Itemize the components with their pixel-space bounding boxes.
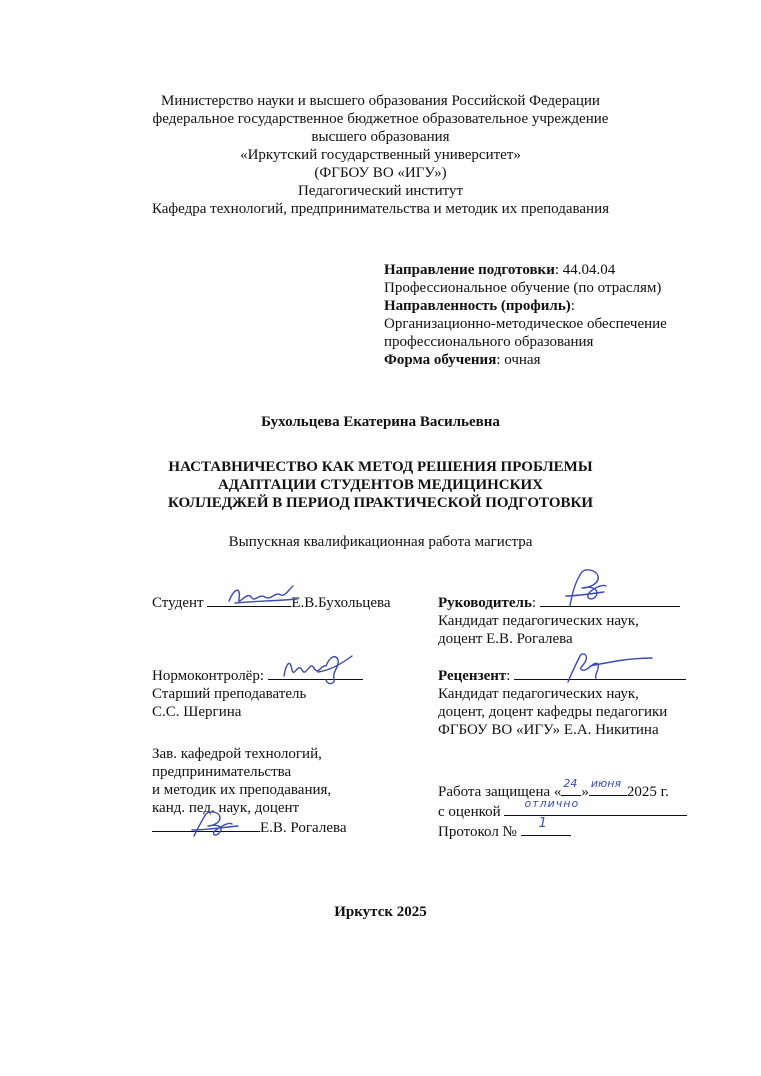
- reviewer-name: ФГБОУ ВО «ИГУ» Е.А. Никитина: [438, 722, 659, 738]
- head-line-2: предпринимательства: [152, 764, 292, 780]
- defense-block: [438, 777, 687, 841]
- protocol-field: [521, 816, 571, 836]
- direction-label: Направление подготовки: [384, 262, 555, 278]
- head-line-3: и методик их преподавания,: [152, 782, 332, 798]
- protocol-number: 1: [538, 816, 547, 831]
- supervisor-label: Руководитель: [438, 595, 532, 611]
- head-of-department-block: [152, 745, 347, 837]
- supervisor-name: доцент Е.В. Рогалева: [438, 631, 573, 647]
- defense-month-field: [589, 777, 627, 796]
- student-label: Студент: [152, 595, 204, 611]
- city-year: Иркутск 2025: [334, 904, 427, 920]
- supervisor-block: Руководитель: Кандидат педагогических наук, доцент Е.В. Рогалева: [438, 592, 680, 648]
- normcontrol-name: С.С. Шергина: [152, 704, 242, 720]
- ministry-line: Министерство науки и высшего образования Российской Федерации: [161, 93, 600, 109]
- student-line: [152, 592, 391, 612]
- normcontrol-label: Нормоконтролёр:: [152, 668, 265, 684]
- grade-field: [504, 797, 687, 816]
- normcontrol-signature-field: [268, 665, 363, 680]
- form-value: : очная: [496, 352, 541, 368]
- supervisor-signature-field: [540, 592, 680, 607]
- head-line-4: канд. пед. наук, доцент: [152, 800, 300, 816]
- university-abbr: (ФГБОУ ВО «ИГУ»): [314, 165, 447, 181]
- title-line-2: АДАПТАЦИИ СТУДЕНТОВ МЕДИЦИНСКИХ: [217, 477, 544, 493]
- student-signature-field: [207, 592, 291, 607]
- direction-line: [384, 261, 667, 279]
- head-signature-field: [152, 817, 260, 832]
- grade-line: [438, 797, 687, 821]
- institute-name: Педагогический институт: [297, 183, 464, 199]
- reviewer-label: Рецензент: [438, 668, 507, 684]
- institution-header: [0, 92, 761, 218]
- defense-day: 24: [563, 777, 578, 790]
- defense-day-field: [561, 777, 581, 796]
- direction-name: Профессиональное обучение (по отраслям): [384, 280, 662, 296]
- protocol-label: Протокол №: [438, 824, 517, 840]
- direction-code: : 44.04.04: [554, 262, 616, 278]
- program-info: [384, 261, 667, 369]
- form-label: Форма обучения: [384, 352, 497, 368]
- student-name: Е.В.Бухольцева: [291, 595, 391, 611]
- reviewer-block: Рецензент: Кандидат педагогических наук, доцент, доцент кафедры педагогики ФГБОУ ВО «ИГУ» Е.А. Никитина: [438, 665, 686, 739]
- title-line-3: КОЛЛЕДЖЕЙ В ПЕРИОД ПРАКТИЧЕСКОЙ ПОДГОТОВКИ: [167, 495, 594, 511]
- department-name: Кафедра технологий, предпринимательства и методик их преподавания: [151, 201, 610, 217]
- head-line-1: Зав. кафедрой технологий,: [152, 746, 322, 762]
- defense-month: июня: [590, 777, 622, 790]
- institution-type-line: федеральное государственное бюджетное образовательное учреждение: [152, 111, 609, 127]
- profile-line: Направленность (профиль):: [384, 298, 575, 314]
- reviewer-position: доцент, доцент кафедры педагогики: [438, 704, 668, 720]
- normcontrol-position: Старший преподаватель: [152, 686, 307, 702]
- supervisor-degree: Кандидат педагогических наук,: [438, 613, 639, 629]
- profile-value-1: Организационно-методическое обеспечение: [384, 316, 667, 332]
- reviewer-degree: Кандидат педагогических наук,: [438, 686, 639, 702]
- profile-value-2: профессионального образования: [384, 334, 594, 350]
- education-level-line: высшего образования: [311, 129, 450, 145]
- normcontrol-block: [152, 665, 363, 721]
- grade-label: с оценкой: [438, 804, 501, 820]
- author-name: Бухольцева Екатерина Васильевна: [261, 414, 500, 430]
- reviewer-signature-field: [514, 665, 686, 680]
- defense-year: 2025 г.: [626, 784, 669, 800]
- work-type: Выпускная квалификационная работа магистра: [228, 534, 533, 550]
- title-line-1: НАСТАВНИЧЕСТВО КАК МЕТОД РЕШЕНИЯ ПРОБЛЕМЫ: [168, 459, 593, 475]
- university-name: «Иркутский государственный университет»: [240, 147, 521, 163]
- defense-date-line: Работа защищена « 24 » июня 2025 г.: [438, 777, 669, 800]
- thesis-title: [0, 458, 761, 512]
- head-name: Е.В. Рогалева: [260, 820, 347, 836]
- protocol-line: [438, 816, 687, 841]
- form-line: [384, 351, 667, 369]
- profile-label: Направленность (профиль): [384, 298, 571, 314]
- grade-value: отлично: [524, 797, 580, 810]
